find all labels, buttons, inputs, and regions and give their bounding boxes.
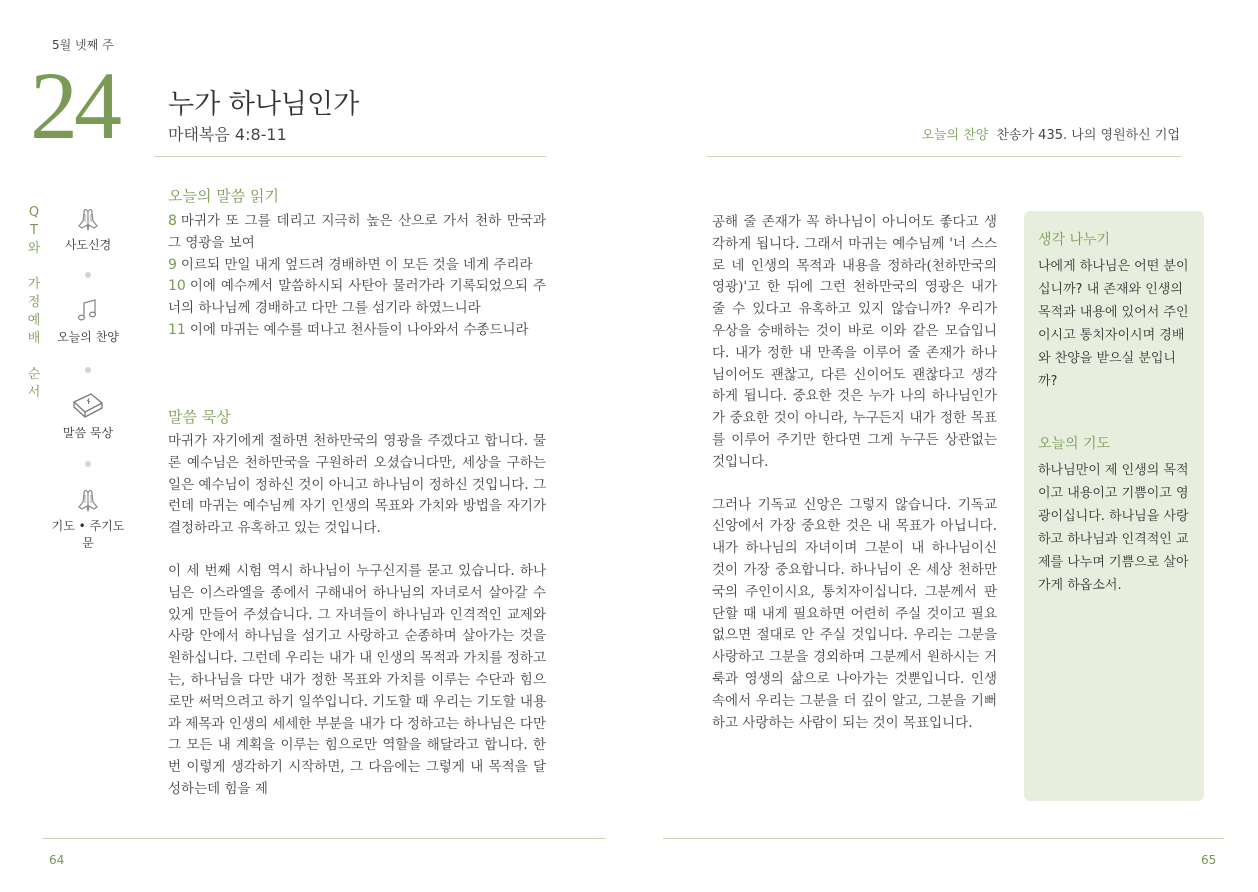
reading-verses xyxy=(168,211,546,342)
verse xyxy=(168,276,546,320)
verse-text: 이르되 만일 내게 엎드려 경배하면 이 모든 것을 네게 주리라 xyxy=(180,256,533,273)
qt-char: 와 xyxy=(27,241,41,256)
qt-char: 서 xyxy=(27,385,41,400)
verse-number: 11 xyxy=(168,321,186,338)
share-block xyxy=(1038,229,1194,393)
prayer-heading: 오늘의 기도 xyxy=(1038,436,1111,452)
footer-rule-left xyxy=(42,838,606,839)
prayer-block xyxy=(1038,433,1194,597)
step-separator-dot xyxy=(85,272,91,278)
step-meditation xyxy=(48,390,128,441)
week-label: 5월 넷째 주 xyxy=(52,38,114,52)
verse-text: 이에 예수께서 말씀하시되 사탄아 물러가라 기록되었으되 주 너의 하나님께 경배하고 다만 그를 섬기라 하였느니라 xyxy=(168,278,546,317)
reflection-sidebar xyxy=(1024,211,1204,801)
header-rule-left xyxy=(154,156,546,157)
praying-hands-icon xyxy=(73,204,103,234)
qt-char: 순 xyxy=(27,367,41,382)
verse xyxy=(168,320,546,342)
verse-number: 9 xyxy=(168,256,177,273)
step-label: 오늘의 찬양 xyxy=(57,330,119,344)
verse xyxy=(168,255,546,277)
prayer-text: 하나님만이 제 인생의 목적이고 내용이고 기쁨이고 영광이십니다. 하나님을 사랑하고 하나님과 인격적인 교제를 나누며 기쁨으로 살아가게 하옵소서. xyxy=(1038,463,1189,593)
share-heading: 생각 나누기 xyxy=(1038,232,1111,248)
verse-number: 10 xyxy=(168,278,186,295)
verse-text: 이에 마귀는 예수를 떠나고 천사들이 나아와서 수종드니라 xyxy=(189,321,529,338)
reading-section xyxy=(168,185,546,342)
meditation-paragraph-4: 그러나 기독교 신앙은 그렇지 않습니다. 기독교 신앙에서 가장 중요한 것은 내 목표가 아닙니다. 내가 하나님의 자녀이며 그분이 내 하나님이신 것이 가장 중요합니다. 하나님이 온 세상 천하만국의 주인이시요, 통치자이십니다. 그분께서 판단할 때 내게 필요하면 어련히 주실 것이고 필요없으면 절대로 안 주실 것입니다. 우리는 그분을 사랑하고 그분을 경외하며 그분께서 원하시는 거룩과 영생의 삶으로 나아가는 것뿐입니다. 인생 속에서 우리는 그분을 더 깊이 알고, 그분을 기뻐하고 사랑하는 사람이 되는 것이 목표입니다. xyxy=(712,496,997,731)
step-label: 말씀 묵상 xyxy=(62,426,114,440)
qt-char: 가 xyxy=(27,277,41,292)
bible-book-icon xyxy=(71,390,105,422)
page-number-left: 64 xyxy=(49,853,65,867)
verse-number: 8 xyxy=(168,213,177,229)
hymn-info xyxy=(921,124,1180,143)
page-number-right: 65 xyxy=(1201,853,1217,867)
day-number: 24 xyxy=(30,52,118,159)
step-label: 기도 • 주기도문 xyxy=(51,519,125,550)
praying-hands-icon xyxy=(73,485,103,515)
scripture-reference: 마태복음 4:8-11 xyxy=(168,125,287,144)
step-label: 사도신경 xyxy=(64,238,112,252)
meditation-paragraph-1: 마귀가 자기에게 절하면 천하만국의 영광을 주겠다고 합니다. 물론 예수님은 천하만국을 구원하러 오셨습니다만, 세상을 구하는 일은 예수님이 정하신 것이 아니고 하나님이 정하신 것입니다. 그런데 마귀는 예수님께 자기 인생의 목표와 가치와 방법을 자기가 결정하라고 유혹하고 있는 것입니다. xyxy=(168,433,546,537)
step-separator-dot xyxy=(85,461,91,467)
meditation-section xyxy=(168,406,546,801)
meditation-heading: 말씀 묵상 xyxy=(168,408,231,426)
page-title: 누가 하나님인가 xyxy=(168,89,360,120)
hymn-label: 오늘의 찬양 xyxy=(921,128,989,143)
hymn-text: 찬송가 435. 나의 영원하신 기업 xyxy=(996,128,1180,143)
qt-char: 정 xyxy=(27,295,41,310)
qt-gap xyxy=(27,258,41,276)
qt-char: T xyxy=(30,223,38,238)
qt-char: 배 xyxy=(27,331,41,346)
qt-char: 예 xyxy=(27,313,41,328)
music-note-icon xyxy=(73,296,103,326)
step-hymn xyxy=(48,296,128,345)
step-separator-dot xyxy=(85,367,91,373)
verse-text: 마귀가 또 그를 데리고 지극히 높은 산으로 가서 천하 만국과 그 영광을 보여 xyxy=(168,213,546,251)
meditation-paragraph-3: 공해 줄 존재가 꼭 하나님이 아니어도 좋다고 생각하게 됩니다. 그래서 마귀는 예수님께 '너 스스로 네 인생의 목적과 내용을 정하라(천하만국의 영광)'고 한 뒤에 그런 천하만국의 영광은 내가 줄 수 있다고 유혹하고 있지 않습니까? 우리가 우상을 숭배하는 것이 바로 이와 같은 모습입니다. 내가 정한 내 만족을 이루어 줄 존재가 하나님이어도 괜찮고, 다른 신이어도 괜찮다고 생각하게 됩니다. 중요한 것은 누가 나의 하나님인가가 중요한 것이 아니라, 누구든지 내가 정한 목표를 이루어 주기만 한다면 그게 누구든 상관없는 것입니다. xyxy=(712,214,997,470)
footer-rule-right xyxy=(663,838,1224,839)
reading-heading: 오늘의 말씀 읽기 xyxy=(168,187,279,205)
meditation-continued xyxy=(712,212,997,734)
qt-order-vertical-label xyxy=(27,204,41,402)
qt-char: Q xyxy=(28,205,40,220)
qt-gap xyxy=(27,348,41,366)
share-text: 나에게 하나님은 어떤 분이십니까? 내 존재와 인생의 목적과 내용에 있어서 주인이시고 통치자이시며 경배와 찬양을 받으실 분입니까? xyxy=(1038,259,1189,389)
step-prayer xyxy=(48,485,128,551)
meditation-paragraph-2: 이 세 번째 시험 역시 하나님이 누구신지를 묻고 있습니다. 하나님은 이스라엘을 종에서 구해내어 하나님의 자녀로서 살아갈 수 있게 만들어 주셨습니다. 그 자녀들이 하나님과 인격적인 교제와 사랑 안에서 하나님을 섬기고 사랑하고 순종하며 살아가는 것을 원하십니다. 그런데 우리는 내가 내 인생의 목적과 가치를 정하고는, 하나님을 다만 내가 정한 목표와 가치를 이루는 수단과 힘으로만 써먹으려고 하기 일쑤입니다. 기도할 때 우리는 기도할 내용과 제목과 인생의 세세한 부분을 내가 다 정하고는 하나님은 다만 그 모든 내 계획을 이루는 힘으로만 역할을 해달라고 합니다. 한번 이렇게 생각하기 시작하면, 그 다음에는 그렇게 내 목적을 달성하는데 힘을 제 xyxy=(168,562,546,797)
step-apostles-creed xyxy=(48,204,128,253)
verse xyxy=(168,211,546,255)
header-rule-right xyxy=(707,156,1181,157)
